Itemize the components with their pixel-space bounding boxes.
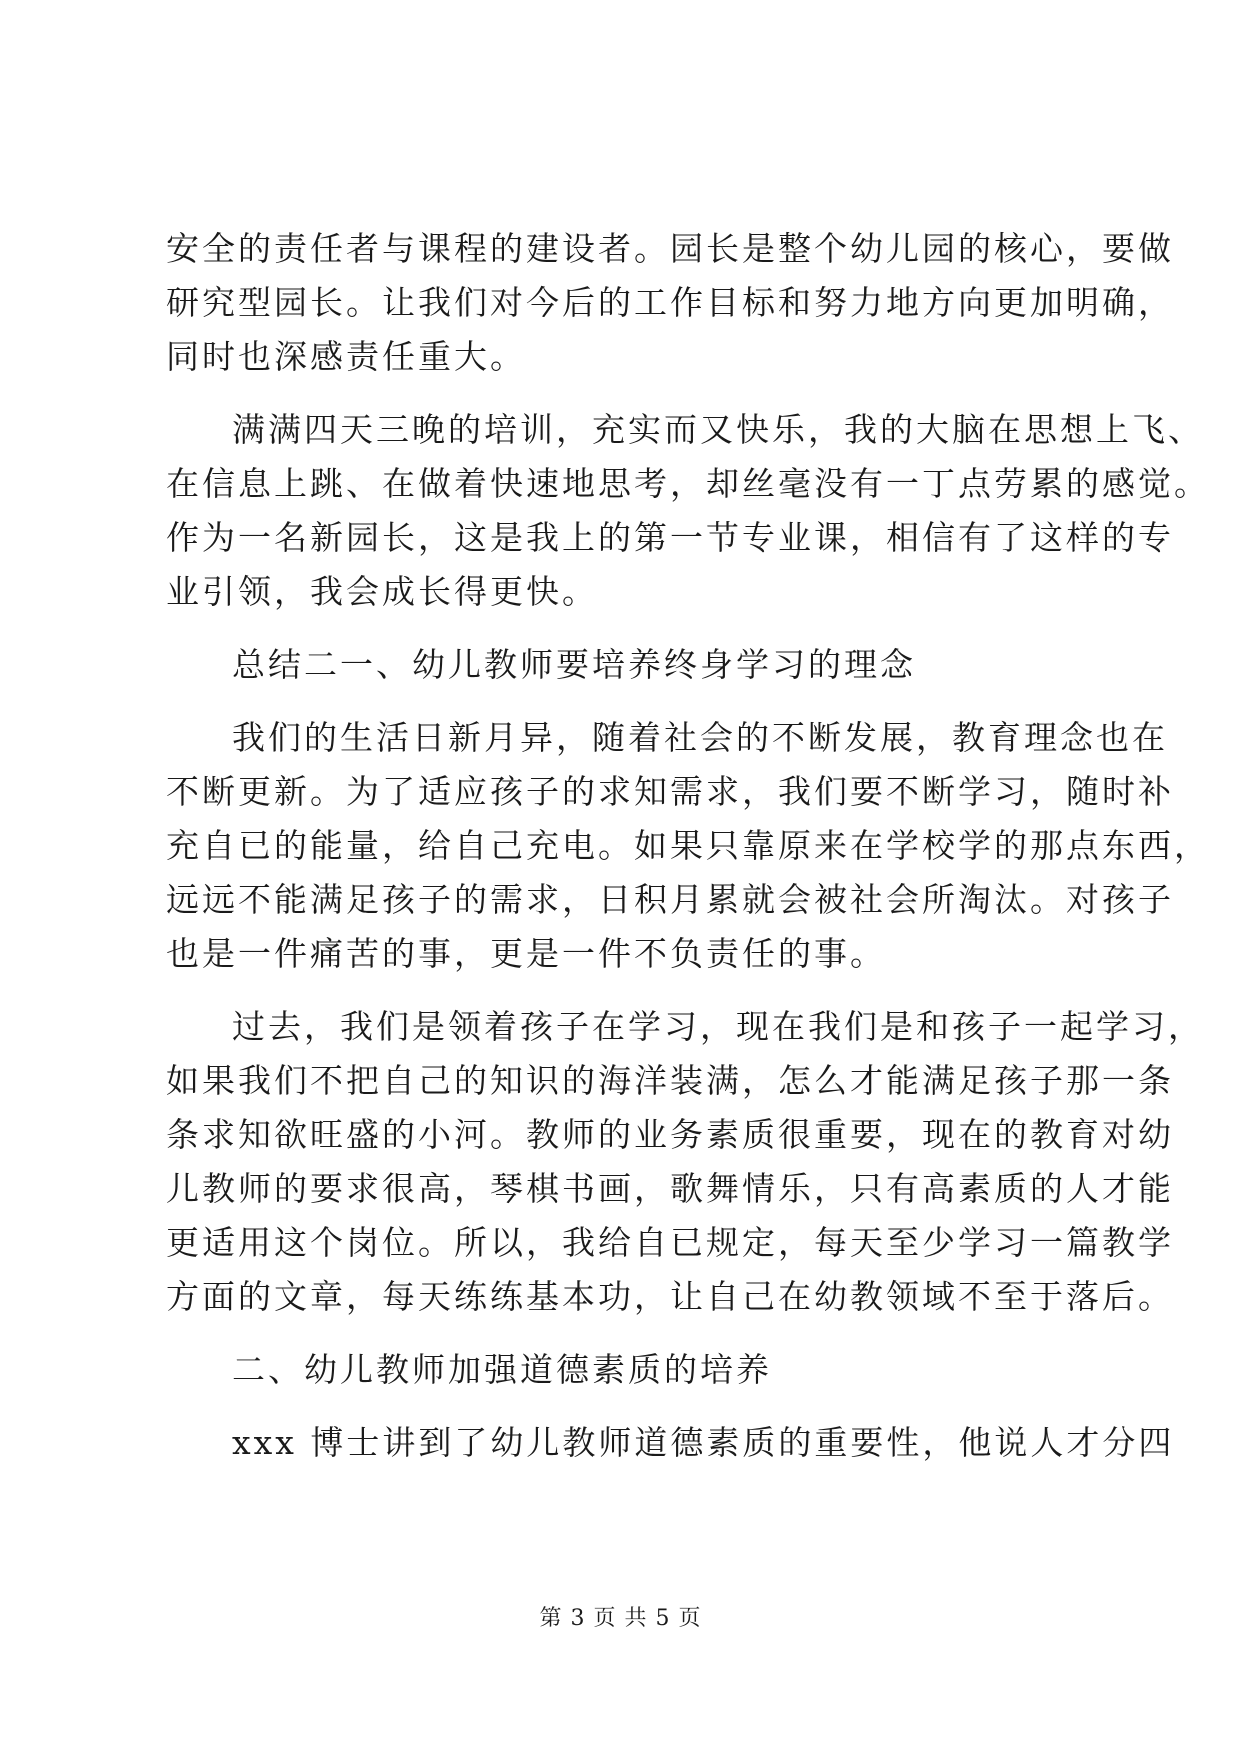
text-line: 不断更新。为了适应孩子的求知需求，我们要不断学习，随时补: [166, 772, 1174, 811]
text-line: 安全的责任者与课程的建设者。园长是整个幼儿园的核心，要做: [166, 229, 1174, 268]
text-line: 条求知欲旺盛的小河。教师的业务素质很重要，现在的教育对幼: [166, 1115, 1174, 1154]
text-line: 也是一件痛苦的事，更是一件不负责任的事。: [166, 934, 886, 973]
text-line: 业引领，我会成长得更快。: [166, 572, 598, 611]
text-line: xxx 博士讲到了幼儿教师道德素质的重要性，他说人才分四: [232, 1423, 1175, 1462]
section-heading: [166, 1343, 1076, 1397]
text-line: 方面的文章，每天练练基本功，让自己在幼教领域不至于落后。: [166, 1277, 1174, 1316]
paragraph: [166, 1000, 1204, 1324]
paragraph: [166, 711, 1210, 981]
heading-line: 总结二一、幼儿教师要培养终身学习的理念: [232, 645, 916, 684]
paragraph: [166, 1416, 1175, 1470]
page-number-footer: 第 3 页 共 5 页: [539, 1606, 702, 1631]
text-line: 满满四天三晚的培训，充实而又快乐，我的大脑在思想上飞、: [232, 410, 1204, 449]
heading-line: 二、幼儿教师加强道德素质的培养: [232, 1350, 772, 1389]
text-line: 作为一名新园长，这是我上的第一节专业课，相信有了这样的专: [166, 518, 1174, 557]
text-line: 我们的生活日新月异，随着社会的不断发展，教育理念也在: [232, 718, 1168, 757]
text-line: 研究型园长。让我们对今后的工作目标和努力地方向更加明确，: [166, 283, 1174, 322]
paragraph: [166, 222, 1174, 384]
text-line: 充自已的能量，给自己充电。如果只靠原来在学校学的那点东西，: [166, 826, 1210, 865]
text-line: 在信息上跳、在做着快速地思考，却丝毫没有一丁点劳累的感觉。: [166, 464, 1210, 503]
text-line: 更适用这个岗位。所以，我给自已规定，每天至少学习一篇教学: [166, 1223, 1174, 1262]
text-line: 过去，我们是领着孩子在学习，现在我们是和孩子一起学习，: [232, 1007, 1204, 1046]
document-body: [166, 222, 1210, 1470]
section-heading: [166, 638, 1076, 692]
paragraph: [166, 403, 1210, 619]
text-line: 远远不能满足孩子的需求，日积月累就会被社会所淘汰。对孩子: [166, 880, 1174, 919]
text-line: 同时也深感责任重大。: [166, 337, 526, 376]
text-line: 儿教师的要求很高，琴棋书画，歌舞情乐，只有高素质的人才能: [166, 1169, 1174, 1208]
text-line: 如果我们不把自己的知识的海洋装满，怎么才能满足孩子那一条: [166, 1061, 1174, 1100]
